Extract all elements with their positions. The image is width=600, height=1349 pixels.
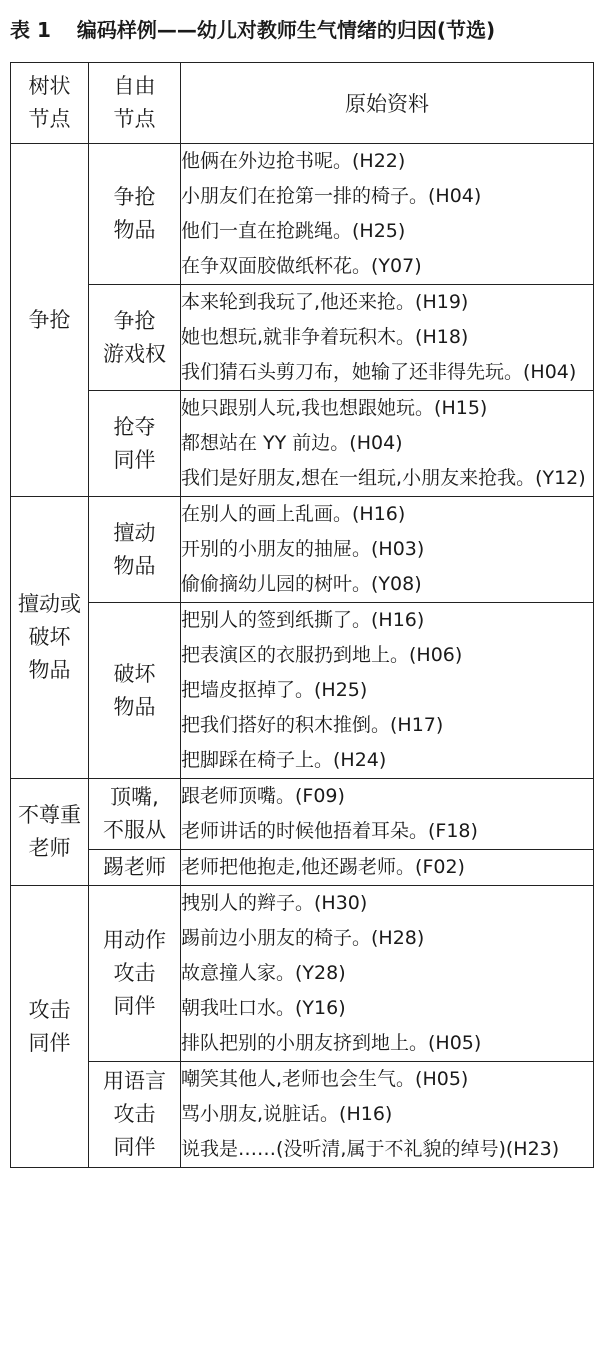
material-line: 老师讲话的时候他捂着耳朵。(F18) <box>181 820 478 842</box>
free-node-label <box>89 181 180 247</box>
material-line: 朝我吐口水。(Y16) <box>181 997 346 1019</box>
header-tree-node <box>11 63 89 144</box>
tree-node-label <box>11 588 88 687</box>
header-row <box>11 63 594 144</box>
material-line: 把别人的签到纸撕了。(H16) <box>181 609 425 631</box>
material-line: 在别人的画上乱画。(H16) <box>181 503 406 525</box>
material-line: 我们是好朋友,想在一组玩,小朋友来抢我。(Y12) <box>181 467 586 489</box>
free-node-label <box>89 1065 180 1164</box>
material-line: 把我们搭好的积木推倒。(H17) <box>181 714 444 736</box>
free-node-cell <box>89 497 181 603</box>
table-row <box>11 1062 594 1168</box>
tree-node-label <box>11 799 88 865</box>
material-line: 在争双面胶做纸杯花。(Y07) <box>181 255 422 277</box>
free-node-cell <box>89 603 181 779</box>
source-material-cell <box>181 391 594 497</box>
material-line: 说我是……(没听清,属于不礼貌的绰号)(H23) <box>181 1138 560 1160</box>
free-node-label-line: 用语言 <box>103 1069 166 1093</box>
tree-node-cell <box>11 144 89 497</box>
header-free-node <box>89 63 181 144</box>
table-row <box>11 285 594 391</box>
free-node-cell <box>89 886 181 1062</box>
material-line: 开别的小朋友的抽屉。(H03) <box>181 538 425 560</box>
tree-node-label-line: 老师 <box>28 836 71 860</box>
material-line: 本来轮到我玩了,他还来抢。(H19) <box>181 291 469 313</box>
free-node-label-line: 游戏权 <box>103 341 166 366</box>
free-node-label-line: 同伴 <box>113 994 156 1018</box>
free-node-label-line: 物品 <box>113 694 156 719</box>
source-material-cell <box>181 603 594 779</box>
table-row <box>11 779 594 850</box>
tree-node-label-line: 攻击 <box>28 997 71 1022</box>
free-node-label-line: 踢老师 <box>103 855 166 879</box>
material-line: 我们猜石头剪刀布，她输了还非得先玩。(H04) <box>181 361 577 383</box>
free-node-label <box>89 305 180 371</box>
header-text: 自由 <box>113 74 156 98</box>
free-node-label <box>89 851 180 884</box>
table-row <box>11 497 594 603</box>
tree-node-label-line: 擅动或 <box>18 592 81 616</box>
tree-node-label-line: 物品 <box>28 658 71 682</box>
tree-node-label <box>11 304 88 337</box>
material-line: 踢前边小朋友的椅子。(H28) <box>181 927 425 949</box>
free-node-label-line: 争抢 <box>113 185 156 209</box>
free-node-label-line: 破坏 <box>113 661 156 686</box>
free-node-label-line: 攻击 <box>113 961 156 985</box>
material-line: 嘲笑其他人,老师也会生气。(H05) <box>181 1068 469 1090</box>
tree-node-cell <box>11 779 89 886</box>
source-material-cell <box>181 497 594 603</box>
material-line: 小朋友们在抢第一排的椅子。(H04) <box>181 185 482 207</box>
free-node-label-line: 争抢 <box>113 308 156 333</box>
free-node-label-line: 用动作 <box>103 928 166 952</box>
header-text: 节点 <box>28 107 71 131</box>
header-text: 树状 <box>28 74 71 98</box>
tree-node-label-line: 争抢 <box>28 307 71 332</box>
coding-table <box>10 62 594 1168</box>
free-node-label-line: 同伴 <box>113 447 156 472</box>
table-row <box>11 603 594 779</box>
free-node-cell <box>89 144 181 285</box>
material-line: 老师把他抱走,他还踢老师。(F02) <box>181 856 465 878</box>
free-node-label <box>89 517 180 583</box>
material-line: 他俩在外边抢书呢。(H22) <box>181 150 406 172</box>
free-node-cell <box>89 779 181 850</box>
table-title: 编码样例——幼儿对教师生气情绪的归因(节选) <box>76 18 496 42</box>
source-material-cell <box>181 285 594 391</box>
free-node-cell <box>89 285 181 391</box>
free-node-label-line: 同伴 <box>113 1135 156 1159</box>
source-material-cell <box>181 1062 594 1168</box>
material-line: 骂小朋友,说脏话。(H16) <box>181 1103 393 1125</box>
free-node-label-line: 顶嘴, <box>110 785 159 809</box>
material-line: 故意撞人家。(Y28) <box>181 962 346 984</box>
free-node-label-line: 攻击 <box>113 1102 156 1126</box>
table-body <box>11 144 594 1168</box>
source-material-cell <box>181 779 594 850</box>
tree-node-label-line: 破坏 <box>28 625 71 649</box>
table-row <box>11 391 594 497</box>
tree-node-label-line: 同伴 <box>28 1030 71 1055</box>
source-material-cell <box>181 886 594 1062</box>
free-node-label-line: 擅动 <box>113 520 156 545</box>
free-node-label-line: 抢夺 <box>113 414 156 439</box>
table-row <box>11 850 594 886</box>
material-line: 跟老师顶嘴。(F09) <box>181 785 345 807</box>
table-number: 表 1 <box>10 18 51 42</box>
tree-node-label-line: 不尊重 <box>18 803 81 827</box>
tree-node-cell <box>11 497 89 779</box>
material-line: 她只跟别人玩,我也想跟她玩。(H15) <box>181 397 488 419</box>
material-line: 拽别人的辫子。(H30) <box>181 892 368 914</box>
free-node-label-line: 物品 <box>113 218 156 242</box>
free-node-label-line: 不服从 <box>103 818 166 842</box>
tree-node-cell <box>11 886 89 1168</box>
material-line: 把墙皮抠掉了。(H25) <box>181 679 368 701</box>
table-row <box>11 144 594 285</box>
table-caption <box>10 10 595 50</box>
free-node-label <box>89 658 180 724</box>
material-line: 把脚踩在椅子上。(H24) <box>181 749 387 771</box>
tree-node-label <box>11 994 88 1060</box>
source-material-cell <box>181 144 594 285</box>
material-line: 她也想玩,就非争着玩积木。(H18) <box>181 326 469 348</box>
free-node-cell <box>89 850 181 886</box>
free-node-cell <box>89 1062 181 1168</box>
source-material-cell <box>181 850 594 886</box>
material-line: 偷偷摘幼儿园的树叶。(Y08) <box>181 573 422 595</box>
material-line: 都想站在 YY 前边。(H04) <box>181 432 403 454</box>
header-source-material: 原始资料 <box>181 63 594 144</box>
table-row <box>11 886 594 1062</box>
material-line: 把表演区的衣服扔到地上。(H06) <box>181 644 463 666</box>
free-node-cell <box>89 391 181 497</box>
free-node-label <box>89 781 180 847</box>
material-line: 他们一直在抢跳绳。(H25) <box>181 220 406 242</box>
free-node-label <box>89 411 180 477</box>
header-text: 节点 <box>113 107 156 131</box>
material-line: 排队把别的小朋友挤到地上。(H05) <box>181 1032 482 1054</box>
free-node-label <box>89 924 180 1023</box>
free-node-label-line: 物品 <box>113 553 156 578</box>
